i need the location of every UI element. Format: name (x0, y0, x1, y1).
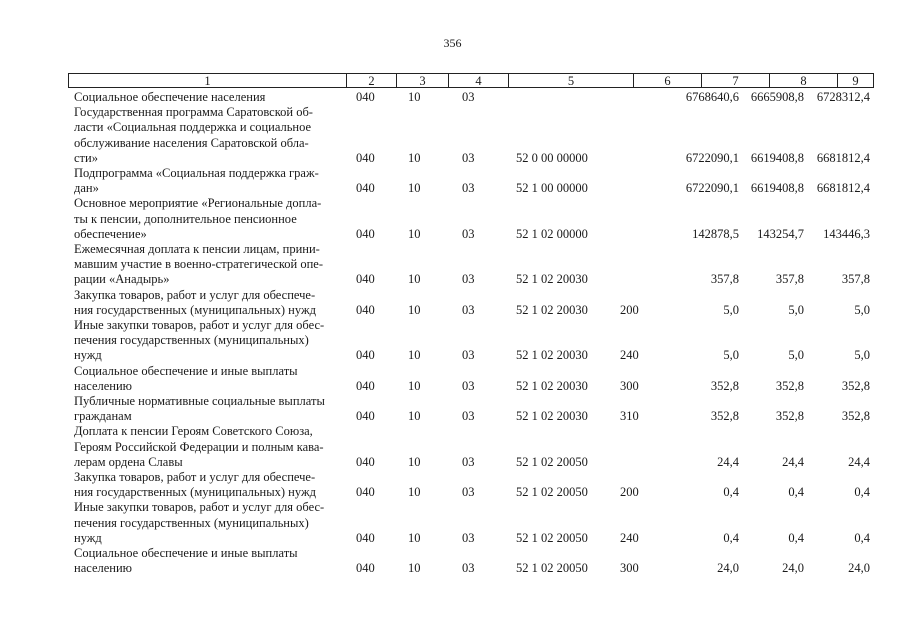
row-name (74, 166, 344, 196)
row-name-line: Социальное обеспечение и иные выплаты (74, 546, 298, 561)
cell-c5: 52 1 02 20030 (516, 302, 588, 317)
table-row (68, 288, 874, 318)
row-name-line: Основное мероприятие «Региональные допла- (74, 196, 322, 211)
cell-c3: 10 (408, 272, 421, 287)
cell-c8: 6665908,8 (750, 90, 804, 104)
cell-c9: 6681812,4 (816, 150, 870, 165)
cell-c5: 52 0 00 00000 (516, 150, 588, 165)
row-name-line: Героям Российской Федерации и полным кава- (74, 439, 324, 454)
cell-c2: 040 (356, 378, 375, 393)
cell-c9: 6681812,4 (816, 181, 870, 196)
table-row (68, 424, 874, 470)
table-row (68, 546, 874, 576)
cell-c8: 24,4 (782, 454, 804, 469)
table-row (68, 318, 874, 364)
row-name-line: Ежемесячная доплата к пенсии лицам, прини- (74, 242, 320, 257)
cell-c6: 310 (620, 409, 639, 424)
cell-c4: 03 (462, 348, 475, 363)
header-col-5: 5 (508, 74, 633, 87)
row-name-line: Подпрограмма «Социальная поддержка граж- (74, 166, 319, 181)
cell-c7: 0,4 (723, 530, 739, 545)
row-name (74, 90, 344, 105)
cell-c6: 200 (620, 302, 639, 317)
cell-c3: 10 (408, 302, 421, 317)
cell-c4: 03 (462, 485, 475, 500)
row-name-line: Иные закупки товаров, работ и услуг для обес- (74, 318, 325, 333)
cell-c2: 040 (356, 561, 375, 576)
cell-c6: 200 (620, 485, 639, 500)
cell-c8: 0,4 (788, 530, 804, 545)
row-name-line: сти» (74, 150, 98, 165)
row-name-line: Государственная программа Саратовской об- (74, 105, 313, 120)
cell-c3: 10 (408, 226, 421, 241)
page-number: 356 (443, 36, 462, 50)
cell-c7: 142878,5 (692, 226, 739, 241)
cell-c5: 52 1 02 20050 (516, 561, 588, 576)
cell-c3: 10 (408, 348, 421, 363)
cell-c7: 352,8 (710, 378, 739, 393)
header-col-1: 1 (204, 74, 211, 88)
row-name-line: ласти «Социальная поддержка и социальное (74, 120, 312, 135)
cell-c2: 040 (356, 272, 375, 287)
header-col-2: 2 (346, 74, 396, 87)
row-name-line: дан» (74, 181, 99, 196)
cell-c7: 357,8 (710, 272, 739, 287)
cell-c4: 03 (462, 150, 475, 165)
cell-c7: 5,0 (723, 348, 739, 363)
cell-c4: 03 (462, 90, 475, 104)
row-name-line: печения государственных (муниципальных) (74, 515, 309, 530)
cell-c5: 52 1 02 20030 (516, 348, 588, 363)
cell-c7: 352,8 (710, 409, 739, 424)
cell-c3: 10 (408, 561, 421, 576)
row-name (74, 470, 344, 500)
row-name-line: Публичные нормативные социальные выплаты (74, 394, 325, 409)
row-name (74, 242, 344, 288)
cell-c2: 040 (356, 454, 375, 469)
row-name-line: Социальное обеспечение населения (74, 90, 266, 104)
row-name-line: ния государственных (муниципальных) нужд (74, 302, 316, 317)
row-name (74, 288, 344, 318)
cell-c4: 03 (462, 302, 475, 317)
table-row (68, 196, 874, 242)
cell-c4: 03 (462, 409, 475, 424)
cell-c3: 10 (408, 409, 421, 424)
cell-c4: 03 (462, 272, 475, 287)
cell-c8: 352,8 (775, 378, 804, 393)
row-name-line: мавшим участие в военно-стратегической опе- (74, 257, 323, 272)
table-row (68, 242, 874, 288)
cell-c3: 10 (408, 378, 421, 393)
row-name-line: ния государственных (муниципальных) нужд (74, 485, 316, 500)
cell-c4: 03 (462, 378, 475, 393)
row-name-line: Закупка товаров, работ и услуг для обеспече- (74, 287, 316, 302)
row-name-line: лерам ордена Славы (74, 454, 183, 469)
cell-c7: 24,0 (717, 561, 739, 576)
cell-c3: 10 (408, 454, 421, 469)
cell-c8: 352,8 (775, 409, 804, 424)
cell-c8: 6619408,8 (750, 150, 804, 165)
table-row (68, 90, 874, 105)
header-col-6: 6 (633, 74, 701, 87)
cell-c9: 24,0 (848, 561, 870, 576)
row-name (74, 364, 344, 394)
row-name-line: нужд (74, 530, 102, 545)
row-name (74, 424, 344, 470)
cell-c9: 352,8 (841, 409, 870, 424)
cell-c2: 040 (356, 409, 375, 424)
cell-c3: 10 (408, 530, 421, 545)
cell-c8: 143254,7 (757, 226, 804, 241)
cell-c8: 5,0 (788, 348, 804, 363)
cell-c7: 5,0 (723, 302, 739, 317)
cell-c8: 5,0 (788, 302, 804, 317)
cell-c2: 040 (356, 181, 375, 196)
cell-c4: 03 (462, 226, 475, 241)
table-body (68, 90, 874, 577)
row-name-line: населению (74, 561, 132, 576)
cell-c9: 352,8 (841, 378, 870, 393)
row-name-line: гражданам (74, 409, 132, 424)
row-name-line: ты к пенсии, дополнительное пенсионное (74, 211, 297, 226)
cell-c5: 52 1 02 20050 (516, 454, 588, 469)
header-col-4: 4 (448, 74, 508, 87)
cell-c9: 357,8 (841, 272, 870, 287)
row-name (74, 318, 344, 364)
cell-c5: 52 1 00 00000 (516, 181, 588, 196)
cell-c2: 040 (356, 302, 375, 317)
cell-c9: 5,0 (854, 302, 870, 317)
cell-c3: 10 (408, 90, 421, 104)
cell-c8: 6619408,8 (750, 181, 804, 196)
cell-c6: 240 (620, 348, 639, 363)
row-name-line: нужд (74, 348, 102, 363)
row-name-line: Социальное обеспечение и иные выплаты (74, 363, 298, 378)
cell-c2: 040 (356, 485, 375, 500)
row-name (74, 394, 344, 424)
row-name (74, 105, 344, 166)
cell-c4: 03 (462, 181, 475, 196)
row-name-line: обслуживание населения Саратовской обла- (74, 135, 309, 150)
cell-c5: 52 1 02 20050 (516, 530, 588, 545)
cell-c9: 5,0 (854, 348, 870, 363)
table-row (68, 394, 874, 424)
table-row (68, 364, 874, 394)
row-name (74, 546, 344, 576)
cell-c8: 0,4 (788, 485, 804, 500)
row-name-line: рации «Анадырь» (74, 272, 170, 287)
cell-c4: 03 (462, 530, 475, 545)
table-row (68, 500, 874, 546)
row-name-line: печения государственных (муниципальных) (74, 333, 309, 348)
table-row (68, 105, 874, 166)
cell-c2: 040 (356, 150, 375, 165)
cell-c9: 0,4 (854, 530, 870, 545)
row-name (74, 196, 344, 242)
cell-c5: 52 1 02 20030 (516, 378, 588, 393)
row-name-line: Доплата к пенсии Героям Советского Союза, (74, 424, 313, 439)
cell-c2: 040 (356, 530, 375, 545)
cell-c7: 6768640,6 (685, 90, 739, 104)
cell-c9: 6728312,4 (816, 90, 870, 104)
header-col-8: 8 (769, 74, 837, 87)
row-name-line: Иные закупки товаров, работ и услуг для обес- (74, 500, 325, 515)
cell-c9: 0,4 (854, 485, 870, 500)
cell-c5: 52 1 02 20030 (516, 409, 588, 424)
cell-c3: 10 (408, 181, 421, 196)
cell-c6: 240 (620, 530, 639, 545)
cell-c9: 143446,3 (823, 226, 870, 241)
table-row (68, 470, 874, 500)
cell-c4: 03 (462, 561, 475, 576)
row-name (74, 500, 344, 546)
cell-c3: 10 (408, 485, 421, 500)
cell-c5: 52 1 02 20050 (516, 485, 588, 500)
table-header (68, 73, 874, 88)
cell-c2: 040 (356, 348, 375, 363)
cell-c5: 52 1 02 00000 (516, 226, 588, 241)
cell-c4: 03 (462, 454, 475, 469)
row-name-line: Закупка товаров, работ и услуг для обеспече- (74, 470, 316, 485)
table-row (68, 166, 874, 196)
header-col-7: 7 (701, 74, 769, 87)
cell-c8: 24,0 (782, 561, 804, 576)
cell-c3: 10 (408, 150, 421, 165)
cell-c6: 300 (620, 561, 639, 576)
header-col-3: 3 (396, 74, 448, 87)
cell-c7: 6722090,1 (685, 181, 739, 196)
cell-c2: 040 (356, 90, 375, 104)
header-col-9: 9 (837, 74, 873, 87)
cell-c7: 0,4 (723, 485, 739, 500)
row-name-line: обеспечение» (74, 226, 147, 241)
cell-c9: 24,4 (848, 454, 870, 469)
cell-c5: 52 1 02 20030 (516, 272, 588, 287)
row-name-line: населению (74, 378, 132, 393)
cell-c6: 300 (620, 378, 639, 393)
cell-c7: 6722090,1 (685, 150, 739, 165)
cell-c2: 040 (356, 226, 375, 241)
cell-c7: 24,4 (717, 454, 739, 469)
cell-c8: 357,8 (775, 272, 804, 287)
